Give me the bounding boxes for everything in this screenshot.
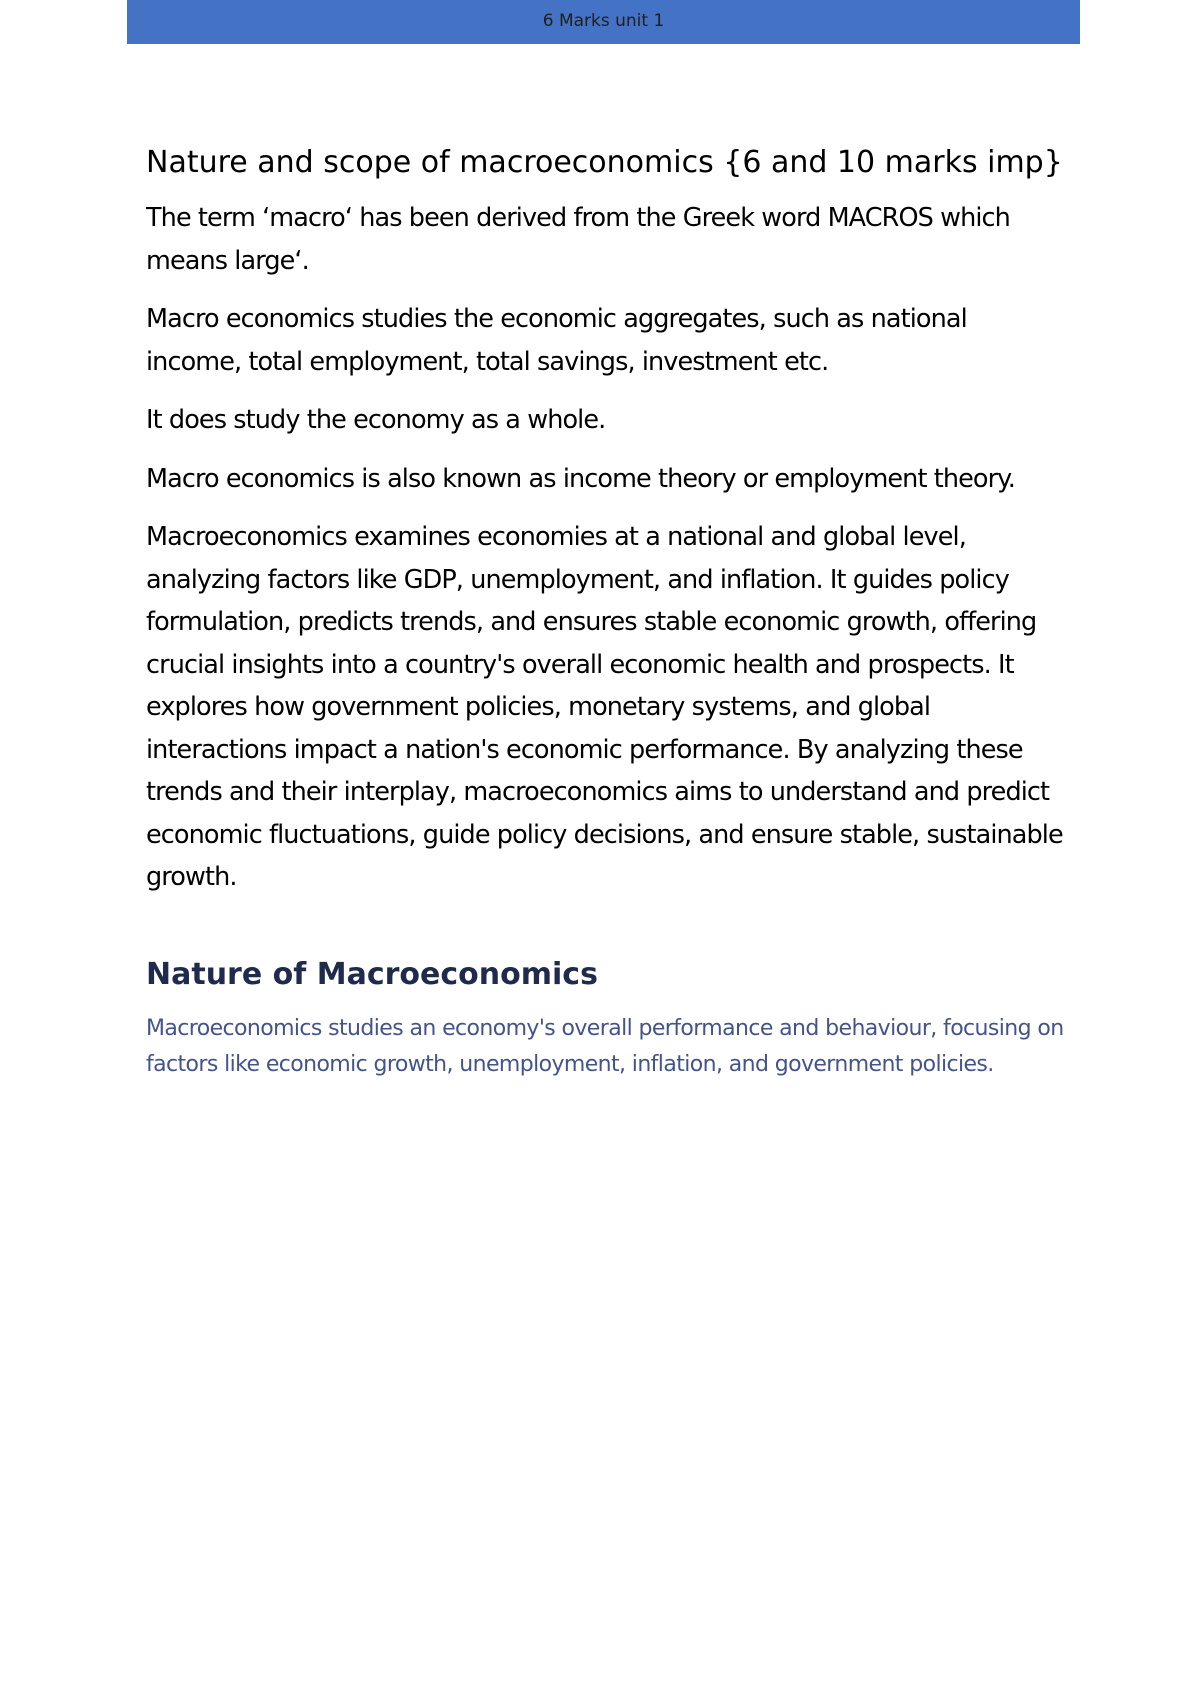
section-text: Macroeconomics studies an economy's overall performance and behaviour, focusing on factors like economic growth, unemployment, inflation, and government policies. [146,1015,1064,1077]
header-title: 6 Marks unit 1 [542,11,665,31]
section-heading: Nature of Macroeconomics [146,956,598,992]
paragraph-income-theory: Macro economics is also known as income theory or employment theory. [146,463,1015,494]
paragraph-aggregates: Macro economics studies the economic aggregates, such as national income, total employment, total savings, investment etc. [146,304,967,377]
document-body [146,142,1066,1084]
paragraph-whole-economy: It does study the economy as a whole. [146,405,606,435]
paragraph-overview: Macroeconomics examines economies at a national and global level, analyzing factors like GDP, unemployment, and inflation. It guides policy formulation, predicts trends, and ensures stable economic growth, offering crucial insights into a country's overall economic health and prospects. It explores how government policies, monetary systems, and global interactions impact a nation's economic performance. By analyzing these trends and their interplay, macroeconomics aims to understand and predict economic fluctuations, guide policy decisions, and ensure stable, sustainable growth. [146,522,1063,892]
page-header-bar [127,0,1080,44]
document-title: Nature and scope of macroeconomics {6 and 10 marks imp} [146,145,1063,180]
paragraph-etymology: The term ‘macro‘ has been derived from the Greek word MACROS which means large‘. [146,203,1010,276]
